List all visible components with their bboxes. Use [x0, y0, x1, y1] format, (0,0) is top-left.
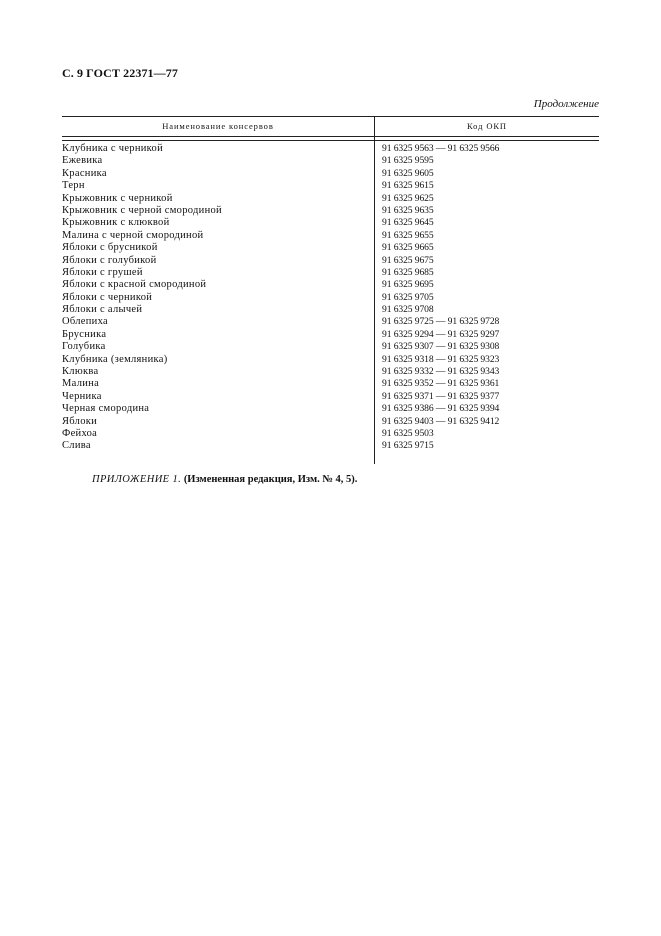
product-name-cell: Крыжовник с черной смородиной: [62, 204, 222, 216]
okp-code-cell: 91 6325 9371 — 91 6325 9377: [382, 390, 500, 402]
appendix-note: [92, 474, 357, 485]
table-row: [62, 316, 599, 328]
okp-code-cell: 91 6325 9318 — 91 6325 9323: [382, 353, 500, 365]
okp-code-cell: 91 6325 9655: [382, 229, 434, 241]
product-name-cell: Черная смородина: [62, 403, 150, 415]
product-name-cell: Клубника (земляника): [62, 353, 168, 365]
okp-code-cell: 91 6325 9715: [382, 440, 434, 452]
okp-code-cell: 91 6325 9708: [382, 304, 434, 316]
table-row: [62, 168, 599, 180]
okp-code-cell: 91 6325 9605: [382, 167, 434, 179]
table-row: [62, 292, 599, 304]
table-row: [62, 378, 599, 390]
okp-code-cell: 91 6325 9705: [382, 291, 434, 303]
okp-code-cell: 91 6325 9595: [382, 155, 434, 167]
table-header-double-rule: [62, 136, 599, 141]
table-row: [62, 205, 599, 217]
product-name-cell: Яблоки с грушей: [62, 266, 143, 278]
product-name-cell: Слива: [62, 440, 91, 452]
column-header-product-name: Наименование консервов: [162, 121, 274, 131]
okp-code-cell: 91 6325 9307 — 91 6325 9308: [382, 341, 500, 353]
table-row: [62, 304, 599, 316]
table-row: [62, 180, 599, 192]
product-name-cell: Клубника с черникой: [62, 143, 164, 154]
okp-code-cell: 91 6325 9352 — 91 6325 9361: [382, 378, 500, 390]
product-name-cell: Фейхоа: [62, 427, 98, 439]
product-name-cell: Яблоки с черникой: [62, 291, 153, 303]
product-name-cell: Малина с черной смородиной: [62, 229, 204, 241]
okp-code-cell: 91 6325 9563 — 91 6325 9566: [382, 143, 500, 154]
table-row: [62, 193, 599, 205]
table-row: [62, 217, 599, 229]
okp-code-cell: 91 6325 9635: [382, 204, 434, 216]
okp-code-cell: 91 6325 9665: [382, 242, 434, 254]
table-row: [62, 267, 599, 279]
product-name-cell: Клюква: [62, 366, 99, 378]
page-header: С. 9 ГОСТ 22371—77: [62, 66, 178, 80]
okp-code-cell: 91 6325 9615: [382, 180, 434, 192]
table-row: [62, 428, 599, 440]
product-name-cell: Красника: [62, 167, 107, 179]
product-name-cell: Черника: [62, 390, 102, 402]
okp-code-table: [62, 116, 599, 464]
okp-code-cell: 91 6325 9695: [382, 279, 434, 291]
product-name-cell: Яблоки с красной смородиной: [62, 279, 207, 291]
continuation-label: Продолжение: [533, 98, 599, 110]
appendix-revision-text: (Измененная редакция, Изм. № 4, 5).: [183, 474, 358, 485]
table-row: [62, 279, 599, 291]
column-header-okp-code: Код ОКП: [467, 121, 507, 131]
table-row: [62, 440, 599, 452]
table-row: [62, 341, 599, 353]
okp-code-cell: 91 6325 9625: [382, 192, 434, 204]
table-row: [62, 391, 599, 403]
product-name-cell: Крыжовник с клюквой: [62, 217, 170, 229]
table-row: [62, 416, 599, 428]
product-name-cell: Малина: [62, 378, 100, 390]
table-row: [62, 230, 599, 242]
okp-code-cell: 91 6325 9645: [382, 217, 434, 229]
okp-code-cell: 91 6325 9725 — 91 6325 9728: [382, 316, 500, 328]
table-row: [62, 242, 599, 254]
table-row: [62, 403, 599, 415]
table-row: [62, 366, 599, 378]
table-row: [62, 155, 599, 167]
product-name-cell: Брусника: [62, 328, 107, 340]
okp-code-cell: 91 6325 9332 — 91 6325 9343: [382, 366, 500, 378]
product-name-cell: Голубика: [62, 341, 106, 353]
product-name-cell: Ежевика: [62, 155, 103, 167]
okp-code-cell: 91 6325 9675: [382, 254, 434, 266]
table-row: [62, 354, 599, 366]
okp-code-cell: 91 6325 9685: [382, 266, 434, 278]
product-name-cell: Яблоки с брусникой: [62, 242, 158, 254]
okp-code-cell: 91 6325 9403 — 91 6325 9412: [382, 415, 500, 427]
product-name-cell: Облепиха: [62, 316, 108, 328]
product-name-cell: Яблоки с алычей: [62, 304, 143, 316]
appendix-label: ПРИЛОЖЕНИЕ 1.: [92, 474, 182, 485]
okp-code-cell: 91 6325 9294 — 91 6325 9297: [382, 328, 500, 340]
table-body: [62, 143, 599, 453]
product-name-cell: Терн: [62, 180, 85, 192]
product-name-cell: Яблоки с голубикой: [62, 254, 157, 266]
table-row: [62, 255, 599, 267]
product-name-cell: Яблоки: [62, 415, 98, 427]
table-row: [62, 143, 599, 155]
okp-code-cell: 91 6325 9386 — 91 6325 9394: [382, 403, 500, 415]
product-name-cell: Крыжовник с черникой: [62, 192, 173, 204]
table-top-rule: [62, 116, 599, 117]
table-row: [62, 329, 599, 341]
okp-code-cell: 91 6325 9503: [382, 427, 434, 439]
